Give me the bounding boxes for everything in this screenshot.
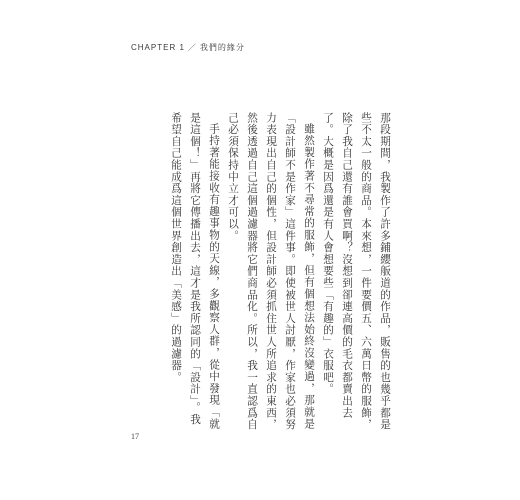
paragraph: 雖然製作著不尋常的服飾，但有個想法始終沒變過，那就是「設計師不是作家」這件事。即使被世人討厭，作家也必須努力表現出自己的個性，但設計師必須抓住世人所追求的東西，然後透過自己這個過濾器將它們商品化。所以，我一直認爲自己必須保持中立才可以。 <box>227 112 315 431</box>
header-separator: ／ <box>187 43 197 52</box>
paragraph: 那段期間，我製作了許多鋪纓舨道的作品，販售的也幾乎都是些不太一般的商品。本來想，一件要價五、六萬日幣的服飾，除了我自己還有誰會買啊？沒想到卻連高價的毛衣都賣出去了。大概是因爲還是有人會想要些「有趣的」衣服吧。 <box>322 112 391 431</box>
paragraph: 手持著能接收有趣事物的天線，多觀察人群，從中發現「就是這個！」再將它傳播出去，這才是我所認同的「設計」。我希望自己能成爲這個世界創造出「美感」的過濾器。 <box>170 112 220 430</box>
chapter-title: 我們的緣分 <box>199 43 245 52</box>
page-number: 17 <box>131 432 139 441</box>
chapter-label: CHAPTER 1 <box>131 43 185 52</box>
running-header <box>131 42 245 53</box>
body-text <box>114 112 394 432</box>
